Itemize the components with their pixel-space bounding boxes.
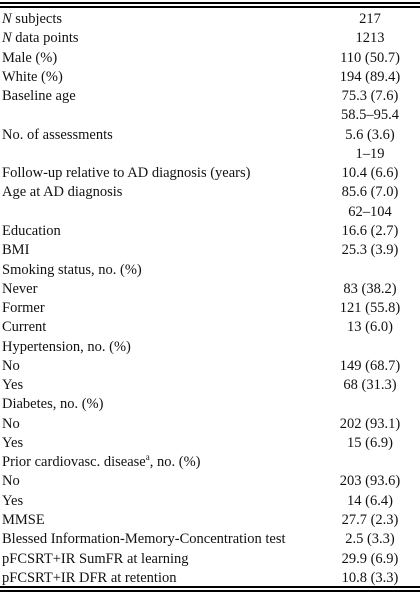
row-label-italic: N [2, 11, 12, 27]
row-value: 29.9 (6.9) [341, 550, 399, 567]
row-label-text: Smoking status, no. (%) [2, 261, 142, 278]
row-label-text: Male (%) [2, 49, 58, 66]
row-label-text: No [2, 473, 20, 490]
row-value: 10.4 (6.6) [341, 165, 399, 182]
row-label-text: No [2, 415, 20, 432]
bottom-rule-2 [0, 590, 420, 592]
row-label-text: data points [11, 30, 79, 47]
row-label-text: Blessed Information-Memory-Concentration test [2, 531, 286, 548]
row-value: 25.3 (3.9) [341, 242, 399, 259]
row-value: 14 (6.4) [347, 492, 393, 509]
row-label-text: Education [2, 222, 61, 239]
row-value: 62–104 [348, 203, 392, 220]
row-label-text: No. of assessments [2, 126, 113, 143]
row-label-text: Prior cardiovasc. disease [2, 454, 146, 471]
row-label-text: Current [2, 319, 47, 336]
row-value: 121 (55.8) [339, 300, 401, 317]
row-value: 58.5–95.4 [341, 107, 399, 124]
row-label-text: White (%) [2, 68, 63, 85]
row-value: 13 (6.0) [347, 319, 393, 336]
row-value: 68 (31.3) [343, 377, 397, 394]
footnote-marker: a [145, 452, 150, 463]
row-label-text: BMI [2, 242, 30, 259]
row-value: 75.3 (7.6) [341, 88, 399, 105]
row-value: 194 (89.4) [339, 68, 401, 85]
row-label-text: Hypertension, no. (%) [2, 338, 131, 355]
row-label-text: Yes [2, 434, 24, 451]
row-value: 15 (6.9) [347, 434, 393, 451]
top-rule [0, 2, 420, 4]
row-label-text: Former [2, 300, 45, 317]
row-value: 149 (68.7) [339, 357, 401, 374]
row-value: 1213 [355, 30, 385, 47]
row-label-text: Follow-up relative to AD diagnosis (years) [2, 165, 251, 182]
row-value: 27.7 (2.3) [341, 512, 399, 529]
row-value: 217 [359, 11, 381, 27]
row-label-text: Age at AD diagnosis [2, 184, 123, 201]
row-label-text: Yes [2, 492, 24, 509]
row-label-text: Baseline age [2, 88, 76, 105]
row-value: 1–19 [355, 145, 385, 162]
row-value: 110 (50.7) [340, 49, 400, 66]
row-value: 2.5 (3.3) [345, 531, 395, 548]
row-label-text: Yes [2, 377, 24, 394]
row-value: 203 (93.6) [339, 473, 401, 490]
row-label-text: No [2, 357, 20, 374]
row-label-suffix: , no. (%) [149, 454, 201, 471]
row-label-text: Diabetes, no. (%) [2, 396, 104, 413]
bottom-rule [0, 586, 420, 588]
row-value: 10.8 (3.3) [341, 569, 399, 586]
row-value: 85.6 (7.0) [341, 184, 399, 201]
row-label-text: MMSE [2, 512, 45, 529]
row-value: 16.6 (2.7) [341, 222, 399, 239]
row-label-text: Never [2, 280, 38, 297]
row-value: 5.6 (3.6) [345, 126, 395, 143]
row-value: 83 (38.2) [343, 280, 397, 297]
row-label-text: pFCSRT+IR DFR at retention [2, 569, 177, 586]
row-label-italic: N [2, 30, 12, 47]
row-label-text: subjects [11, 11, 63, 27]
row-label-text: pFCSRT+IR SumFR at learning [2, 550, 189, 567]
row-value: 202 (93.1) [339, 415, 401, 432]
